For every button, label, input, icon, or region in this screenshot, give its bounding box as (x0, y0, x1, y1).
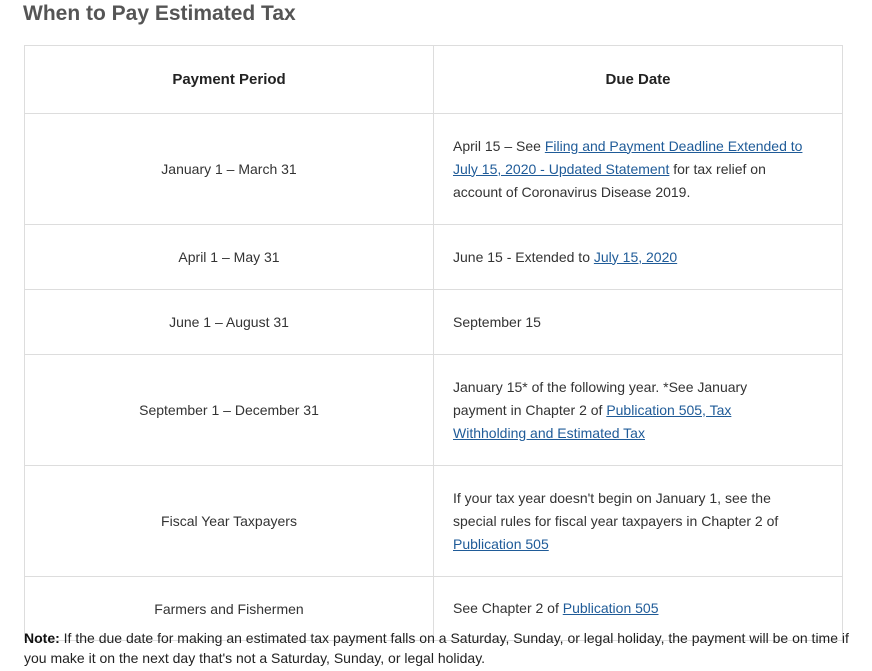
estimated-tax-table (24, 45, 843, 641)
note-text: If the due date for making an estimated tax payment falls on a Saturday, Sunday, or legal holiday, the payment will be on time if you make it on the next day that's not a Saturday, Sunday, or legal holiday. (24, 630, 849, 666)
table-row (25, 355, 843, 466)
column-header-due-date: Due Date (434, 46, 843, 114)
due-date-text: If your tax year doesn't begin on January 1, see the special rules for fiscal year taxpayers in Chapter 2 of (453, 489, 779, 529)
note-label: Note: (24, 630, 60, 646)
payment-period-cell: Farmers and Fishermen (25, 577, 434, 641)
table-row (25, 466, 843, 577)
due-date-text: for tax relief on account of Coronavirus Disease 2019. (453, 160, 766, 200)
due-date-cell (434, 466, 843, 577)
july-15-2020-link[interactable]: July 15, 2020 (593, 248, 678, 265)
page-title: When to Pay Estimated Tax (23, 2, 296, 25)
column-header-payment-period: Payment Period (25, 46, 434, 114)
footnote (24, 628, 854, 668)
table-row (25, 114, 843, 225)
publication-505-tax-withholding-link[interactable]: Publication 505, Tax Withholding and Estimated Tax (453, 401, 732, 441)
due-date-text: June 15 - Extended to (453, 248, 594, 265)
table-header-row (25, 46, 843, 114)
payment-period-cell: June 1 – August 31 (25, 290, 434, 355)
table-row (25, 290, 843, 355)
payment-period-cell: September 1 – December 31 (25, 355, 434, 466)
table-row (25, 225, 843, 290)
filing-deadline-extended-link[interactable]: Filing and Payment Deadline Extended to July 15, 2020 - Updated Statement (453, 137, 803, 177)
due-date-text: April 15 – See (453, 137, 545, 154)
payment-period-cell: April 1 – May 31 (25, 225, 434, 290)
due-date-text: See Chapter 2 of (453, 600, 563, 616)
due-date-cell (434, 290, 843, 355)
due-date-cell (434, 355, 843, 466)
publication-505-link[interactable]: Publication 505 (453, 535, 549, 552)
publication-505-link[interactable]: Publication 505 (562, 600, 659, 616)
due-date-cell (434, 114, 843, 225)
due-date-text: January 15* of the following year. *See January payment in Chapter 2 of (453, 378, 748, 418)
payment-period-cell: Fiscal Year Taxpayers (25, 466, 434, 577)
due-date-cell (434, 225, 843, 290)
payment-period-cell: January 1 – March 31 (25, 114, 434, 225)
due-date-text: September 15 (453, 313, 541, 330)
